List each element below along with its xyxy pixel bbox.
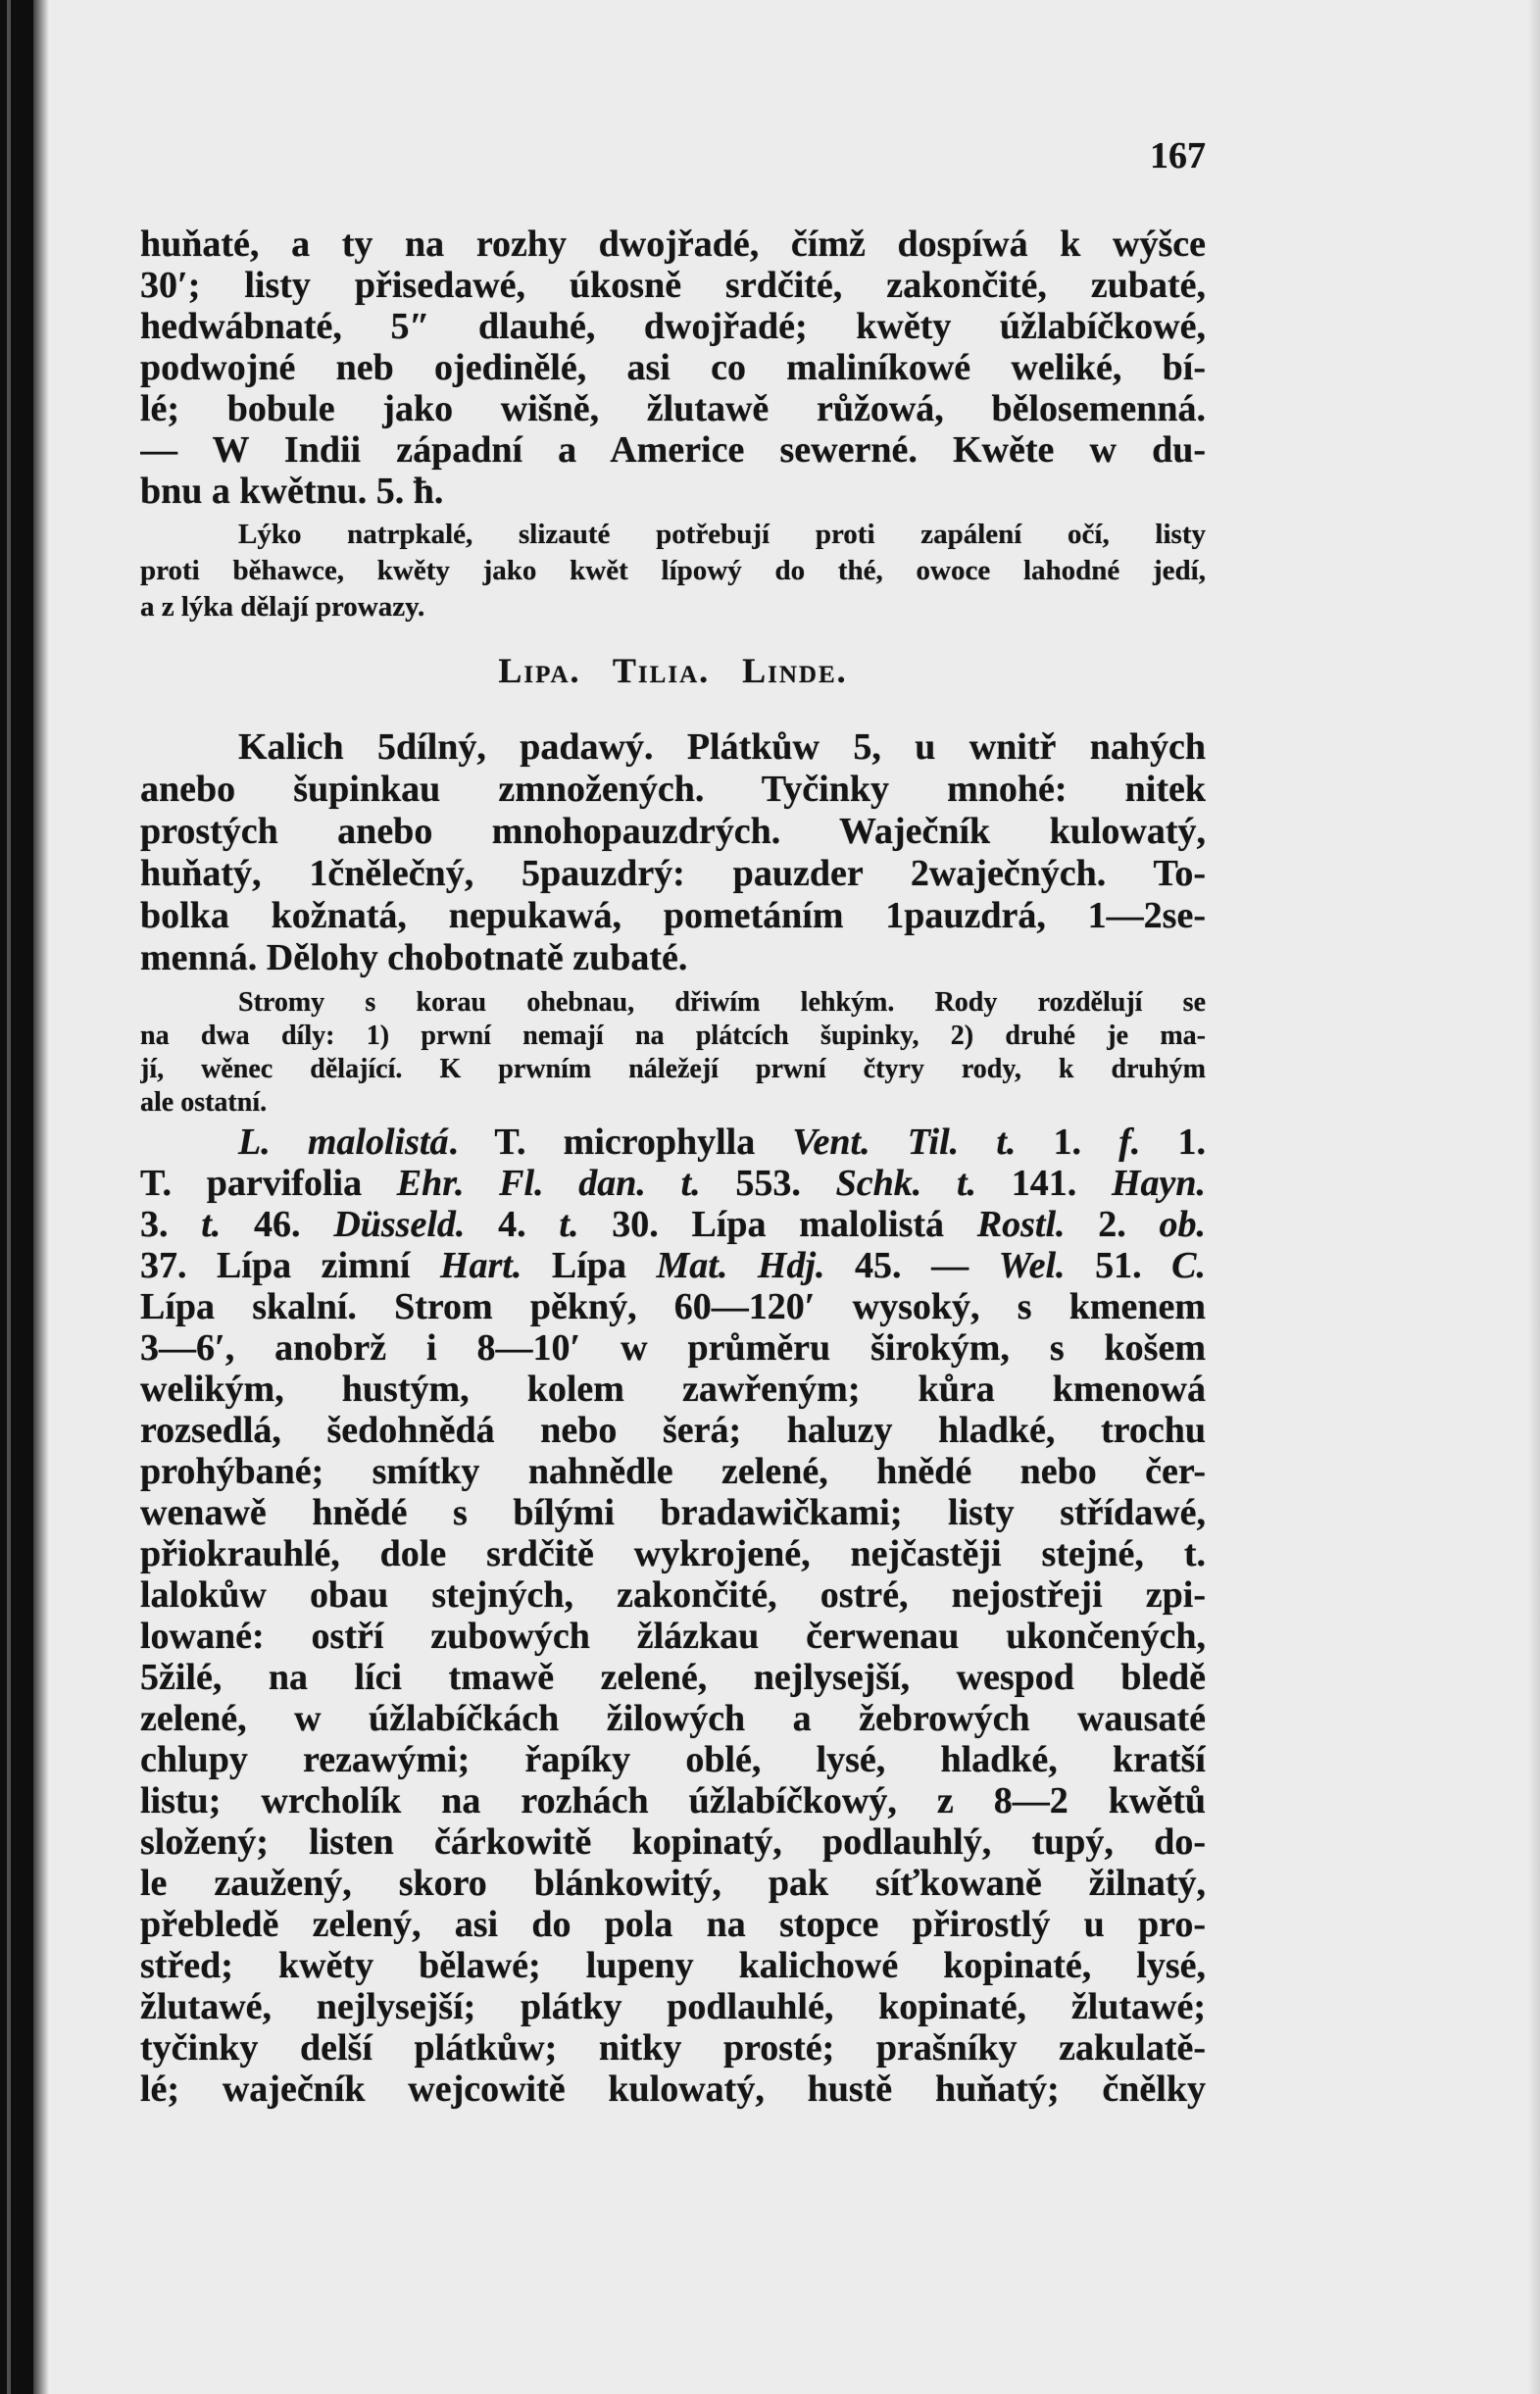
text-segment: 553. <box>700 1163 836 1204</box>
text-line: hedwábnaté, 5″ dlauhé, dwojřadé; kwěty úžlabíčkowé, <box>140 306 1206 347</box>
text-line: bnu a kwětnu. 5. ħ. <box>140 471 444 512</box>
text-line: prohýbané; smítky nahnědle zelené, hnědé nebo čer- <box>140 1451 1206 1492</box>
genus-name-german: Linde. <box>742 651 848 690</box>
genus-heading <box>140 650 1206 691</box>
text-segment: 2. <box>1065 1204 1160 1245</box>
text-line: prostých anebo mnohopauzdrých. Waječník kulowatý, <box>140 811 1206 852</box>
text-line: huňaté, a ty na rozhy dwojřadé, čímž dospíwá k wýšce <box>140 224 1206 265</box>
text-line: chlupy rezawými; řapíky oblé, lysé, hladké, kratší <box>140 1739 1206 1780</box>
text-line: lowané: ostří zubowých žlázkau čerwenau ukončených, <box>140 1616 1206 1657</box>
citation-abbrev: Wel. <box>998 1245 1066 1286</box>
text-segment: 30. Lípa malolistá <box>578 1204 977 1245</box>
text-segment: 45. — <box>824 1245 999 1286</box>
text-line: přiokrauhlé, dole srdčitě wykrojené, nejčastěji stejné, t. <box>140 1533 1206 1574</box>
citation-abbrev: Rostl. <box>976 1204 1066 1245</box>
citation-abbrev: C. <box>1171 1245 1206 1286</box>
text-line: — W Indii západní a Americe sewerné. Kwěte w du- <box>140 429 1206 471</box>
text-line: střed; kwěty bělawé; lupeny kalichowé kopinaté, lysé, <box>140 1945 1206 1986</box>
citation-abbrev: t. <box>201 1204 222 1245</box>
text-line: bolka kožnatá, nepukawá, pometáním 1pauzdrá, 1—2se- <box>140 895 1206 936</box>
continued-description <box>140 224 1206 512</box>
text-line: přebledě zelený, asi do pola na stopce přirostlý u pro- <box>140 1904 1206 1945</box>
text-line: menná. Dělohy chobotnatě zubaté. <box>140 937 688 978</box>
scan-right-edge-shadow <box>1528 0 1540 2394</box>
citation-line <box>140 1122 1206 1163</box>
citation-abbrev: Schk. t. <box>835 1163 977 1204</box>
text-line: huňatý, 1čnělečný, 5pauzdrý: pauzder 2waječných. To- <box>140 853 1206 894</box>
text-line: wenawě hnědé s bílými bradawičkami; listy střídawé, <box>140 1492 1206 1533</box>
text-segment: Lípa <box>522 1245 657 1286</box>
scan-left-edge <box>0 0 33 2394</box>
text-segment: 1. <box>1016 1122 1119 1163</box>
text-line: Lípa skalní. Strom pěkný, 60—120′ wysoký, s kmenem <box>140 1286 1206 1327</box>
note-line: na dwa díly: 1) prwní nemají na plátcích šupinky, 2) druhé je ma- <box>140 1021 1206 1051</box>
citation-line <box>140 1204 1206 1245</box>
citation-line <box>140 1245 1206 1286</box>
citation-abbrev: Hart. <box>439 1245 522 1286</box>
text-line: 5žilé, na líci tmawě zelené, nejlysejší, wespod bledě <box>140 1657 1206 1698</box>
text-segment: 46. <box>221 1204 334 1245</box>
text-line: žlutawé, nejlysejší; plátky podlauhlé, kopinaté, žlutawé; <box>140 1986 1206 2027</box>
text-segment: 37. Lípa zimní <box>140 1245 440 1286</box>
text-line: lalokůw obau stejných, zakončité, ostré, nejostřeji zpi- <box>140 1574 1206 1616</box>
genus-name-czech: Lipa. <box>498 651 581 690</box>
note-line: ale ostatní. <box>140 1087 268 1118</box>
text-line: welikým, hustým, kolem zawřeným; kůra kmenowá <box>140 1369 1206 1410</box>
text-line: le zaužený, skoro blánkowitý, pak síťkowaně žilnatý, <box>140 1863 1206 1904</box>
text-line: 30′; listy přisedawé, úkosně srdčité, zakončité, zubaté, <box>140 265 1206 306</box>
note-line: Lýko natrpkalé, slizauté potřebují proti zapálení očí, listy <box>238 519 1206 550</box>
text-line: podwojné neb ojedinělé, asi co maliníkowé weliké, bí- <box>140 347 1206 388</box>
text-segment: 4. <box>465 1204 560 1245</box>
species-description <box>140 1122 1206 2110</box>
usage-note <box>140 517 1206 625</box>
text-line: lé; waječník wejcowitě kulowatý, hustě huňatý; čnělky <box>140 2069 1206 2110</box>
scan-left-edge-shadow <box>33 0 49 2394</box>
text-segment: T. parvifolia <box>140 1163 397 1204</box>
note-line: jí, wěnec dělající. K prwním náležejí prwní čtyry rody, k druhým <box>140 1054 1206 1084</box>
citation-line <box>140 1163 1206 1204</box>
genus-name-latin: Tilia. <box>612 651 711 690</box>
text-line: rozsedlá, šedohnědá nebo šerá; haluzy hladké, trochu <box>140 1410 1206 1451</box>
genus-description <box>140 726 1206 979</box>
note-line: a z lýka dělají prowazy. <box>140 591 425 623</box>
scan-left-edge-line <box>7 0 11 2394</box>
species-name: L. malolistá <box>238 1122 449 1163</box>
citation-abbrev: Hayn. <box>1111 1163 1206 1204</box>
citation-abbrev: t. <box>559 1204 579 1245</box>
genus-note <box>140 986 1206 1120</box>
text-segment: . T. microphylla <box>448 1122 793 1163</box>
text-line: 3—6′, anobrž i 8—10′ w průměru širokým, s košem <box>140 1327 1206 1369</box>
note-line: proti běhawce, kwěty jako kwět lípowý do thé, owoce lahodné jedí, <box>140 555 1206 586</box>
citation-abbrev: Düsseld. <box>333 1204 466 1245</box>
text-segment: 51. <box>1065 1245 1172 1286</box>
citation-abbrev: Vent. Til. t. <box>792 1122 1017 1163</box>
text-line: zelené, w úžlabíčkách žilowých a žebrowých wausaté <box>140 1698 1206 1739</box>
text-segment: 141. <box>976 1163 1112 1204</box>
text-line: složený; listen čárkowitě kopinatý, podlauhlý, tupý, do- <box>140 1821 1206 1863</box>
text-segment: 1. <box>1140 1122 1206 1163</box>
text-segment: 3. <box>140 1204 202 1245</box>
text-line: lé; bobule jako wišně, žlutawě růžowá, bělosemenná. <box>140 388 1206 429</box>
text-line: anebo šupinkau zmnožených. Tyčinky mnohé: nitek <box>140 769 1206 810</box>
note-line: Stromy s korau ohebnau, dřiwím lehkým. Rody rozdělují se <box>238 987 1206 1018</box>
citation-abbrev: Mat. Hdj. <box>656 1245 825 1286</box>
citation-abbrev: Ehr. Fl. dan. t. <box>396 1163 701 1204</box>
page-number: 167 <box>1150 135 1206 176</box>
citation-abbrev: ob. <box>1159 1204 1206 1245</box>
text-line: tyčinky delší plátkůw; nitky prosté; prašníky zakulatě- <box>140 2027 1206 2069</box>
text-line: listu; wrcholík na rozhách úžlabíčkowý, z 8—2 kwětů <box>140 1780 1206 1821</box>
text-line: Kalich 5dílný, padawý. Plátkůw 5, u wnitř nahých <box>238 726 1206 768</box>
citation-abbrev: f. <box>1118 1122 1141 1163</box>
